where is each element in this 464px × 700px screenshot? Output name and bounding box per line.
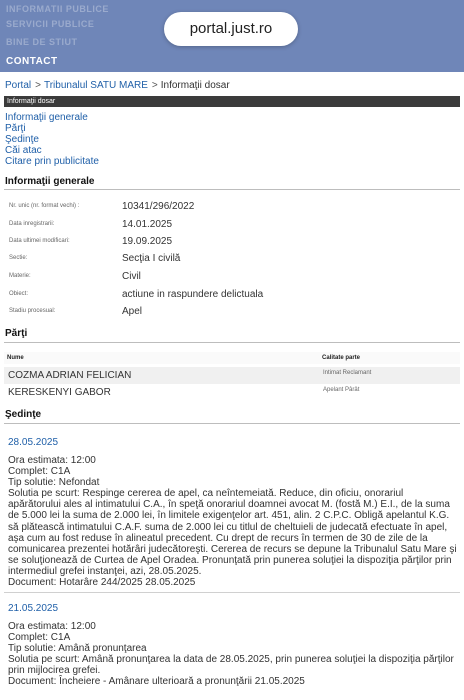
party-role: Apelant Pârât xyxy=(323,387,360,393)
section-links xyxy=(5,112,99,167)
divider xyxy=(4,342,460,343)
info-row-last-modified xyxy=(0,236,464,254)
parties-table-header xyxy=(4,352,460,364)
breadcrumb-portal-link[interactable]: Portal xyxy=(5,80,32,91)
hearing-details xyxy=(8,621,458,688)
hearing-date: 28.05.2025 xyxy=(8,437,59,448)
info-label: Sectie: xyxy=(9,255,28,261)
info-label: Obiect: xyxy=(9,291,29,297)
hearing-details xyxy=(8,455,458,588)
hearing-time: Ora estimata: 12:00 xyxy=(8,455,96,466)
info-row-case-number xyxy=(0,201,464,219)
info-label: Stadiu procesual: xyxy=(9,308,56,314)
divider xyxy=(4,423,460,424)
info-value: 19.09.2025 xyxy=(122,236,173,247)
toc-link-informatii-generale[interactable]: Informaţii generale xyxy=(5,112,88,123)
info-value: Secţia I civilă xyxy=(122,253,181,264)
hearing-solution-summary: Solutia pe scurt: Amână pronunţarea la data de 28.05.2025, prin punerea soluţiei la dispoziţia părţilor prin mijlocirea grefei. xyxy=(8,654,454,677)
hearing-solution-type: Tip solutie: Amână pronunţarea xyxy=(8,643,147,655)
hearing-solution-type: Tip solutie: Nefondat xyxy=(8,477,100,489)
breadcrumb-separator: > xyxy=(151,80,158,91)
info-value: Apel xyxy=(122,306,143,317)
info-label: Nr. unic (nr. format vechi) : xyxy=(9,203,80,209)
hearing-document: Document: Hotarâre 244/2025 28.05.2025 xyxy=(8,577,196,589)
info-row-section xyxy=(0,253,464,271)
column-header-role: Calitate parte xyxy=(322,355,361,361)
hearing-solution-summary: Solutia pe scurt: Respinge cererea de apel, ca neîntemeiată. Reduce, din oficiu, onorariul apărătorului ales al intimatului C.A., în speţă onorariul doamnei avocat M. (fostă M.) E.I., de la suma de 5.000 lei la suma de 2.000 lei, în limitele exigenţelor art. 451, alin. 2 C.P.C. Obligă apelantul K.G. să plătească intimatului C.A.F. suma de 2.000 lei cu titlul de cheltuieli de judecată efectuate în apel, aşa cum au fost reduse în alineatul precedent. Cu drept de recurs în termen de 30 de zile de la comunicarea prezentei hotărâri judecătoreşti. Cererea de recurs se depune la Tribunalul Satu Mare şi se soluţionează de Curtea de Apel Oradea. Pronunţată prin punerea soluţiei la dispoziţia părţilor prin intermediul grefei instanţei, azi, 28.05.2025. xyxy=(8,488,457,577)
general-info-heading: Informaţii generale xyxy=(5,176,95,187)
info-row-procedural-stage xyxy=(0,306,464,324)
party-row xyxy=(4,367,460,384)
breadcrumb-court-link[interactable]: Tribunalul SATU MARE xyxy=(43,80,148,91)
hearing-time: Ora estimata: 12:00 xyxy=(8,621,96,632)
breadcrumb xyxy=(5,80,230,91)
party-name: COZMA ADRIAN FELICIAN xyxy=(8,370,132,381)
hearing-panel: Complet: C1A xyxy=(8,632,71,644)
info-value: 14.01.2025 xyxy=(122,219,173,230)
column-header-name: Nume xyxy=(7,355,24,361)
info-row-object xyxy=(0,289,464,307)
hearings-heading: Şedinţe xyxy=(5,409,42,420)
hearing-document: Document: Încheiere - Amânare ulterioară a pronunţării 21.05.2025 xyxy=(8,676,305,688)
party-row xyxy=(4,384,460,401)
nav-link-contact[interactable]: CONTACT xyxy=(6,56,58,67)
hearing-date: 21.05.2025 xyxy=(8,603,59,614)
nav-link-bine-de-stiut[interactable]: BINE DE STIUT xyxy=(6,37,78,47)
toc-link-citare-publicitate[interactable]: Citare prin publicitate xyxy=(5,156,99,167)
info-value: Civil xyxy=(122,271,141,282)
info-label: Data ultimei modificari: xyxy=(9,238,70,244)
info-row-registration-date xyxy=(0,219,464,237)
url-bar[interactable]: portal.just.ro xyxy=(164,12,298,46)
toc-link-sedinte[interactable]: Şedinţe xyxy=(5,134,39,145)
breadcrumb-separator: > xyxy=(35,80,41,91)
party-role: Intimat Reclamant xyxy=(323,370,372,376)
toc-link-parti[interactable]: Părţi xyxy=(5,123,26,134)
info-row-matter xyxy=(0,271,464,289)
nav-link-servicii-publice[interactable]: SERVICII PUBLICE xyxy=(6,19,95,29)
divider xyxy=(4,592,460,593)
info-label: Data inregistrarii: xyxy=(9,221,55,227)
nav-link-informatii-publice[interactable]: INFORMATII PUBLICE xyxy=(6,4,109,14)
case-info-header-bar: Informaţii dosar xyxy=(4,96,460,107)
info-value: actiune in raspundere delictuala xyxy=(122,289,264,300)
hearing-panel: Complet: C1A xyxy=(8,466,71,478)
toc-link-cai-atac[interactable]: Căi atac xyxy=(5,145,42,156)
info-label: Materie: xyxy=(9,273,31,279)
parties-heading: Părţi xyxy=(5,328,28,339)
party-name: KERESKENYI GABOR xyxy=(8,387,111,398)
breadcrumb-current: Informaţii dosar xyxy=(160,80,230,91)
info-value: 10341/296/2022 xyxy=(122,201,195,212)
divider xyxy=(4,189,460,190)
